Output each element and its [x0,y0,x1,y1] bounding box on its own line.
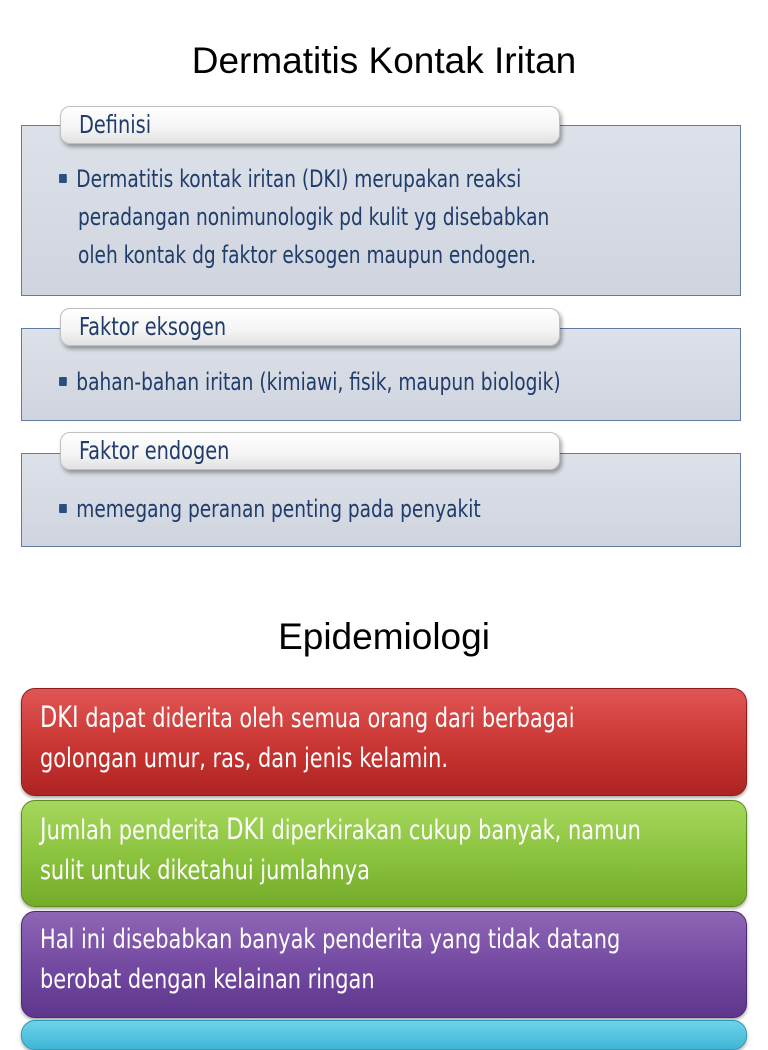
epidemiologi-title: Epidemiologi [278,616,490,657]
epi-item-4 [21,1020,747,1050]
definisi-tab [60,106,560,144]
faktor-endogen-label: Faktor endogen [79,436,230,465]
epi-item-2 [21,800,747,907]
epi-item-2-lead: J [40,812,47,846]
faktor-endogen-text [78,490,697,528]
faktor-endogen-line-1: memegang peranan penting pada penyakit [78,490,697,528]
definisi-text [78,160,697,274]
epi-item-3-line2: berobat dengan kelainan ringan [40,964,375,995]
bullet-icon [59,174,67,183]
bullet-icon [59,377,67,386]
page-title: Dermatitis Kontak Iritan [191,40,577,81]
definisi-line-2: peradangan nonimunologik pd kulit yg disebabkan [78,203,550,231]
epi-item-1-lead: DKI [40,700,79,734]
epi-item-1-line2: golongan umur, ras, dan jenis kelamin. [40,743,448,774]
faktor-eksogen-label: Faktor eksogen [79,312,227,341]
epi-item-3 [21,911,747,1018]
epi-item-2-line2: sulit untuk diketahui jumlahnya [40,855,370,886]
definisi-line-1: Dermatitis kontak iritan (DKI) merupakan reaksi [78,160,697,198]
faktor-eksogen-tab [60,308,560,346]
epi-item-1 [21,688,747,796]
epi-item-2-lead2: DKI [226,812,265,846]
epi-item-2-text: Jumlah penderita DKI diperkirakan cukup banyak, namun sulit untuk diketahui jumlahnya [40,812,641,886]
bullet-icon [59,504,67,513]
definisi-label: Definisi [79,110,152,139]
epi-item-3-text [40,920,620,1000]
faktor-endogen-tab [60,432,560,470]
epi-item-1-text: DKI dapat diderita oleh semua orang dari berbagai golongan umur, ras, dan jenis kelamin. [40,700,575,774]
faktor-eksogen-line-1: bahan-bahan iritan (kimiawi, fisik, maupun biologik) [78,363,697,401]
definisi-panel [21,125,741,296]
definisi-line-3: oleh kontak dg faktor eksogen maupun endogen. [78,241,537,269]
faktor-eksogen-text [78,363,697,401]
epi-item-3-line1: Hal ini disebabkan banyak penderita yang tidak datang [40,924,621,955]
